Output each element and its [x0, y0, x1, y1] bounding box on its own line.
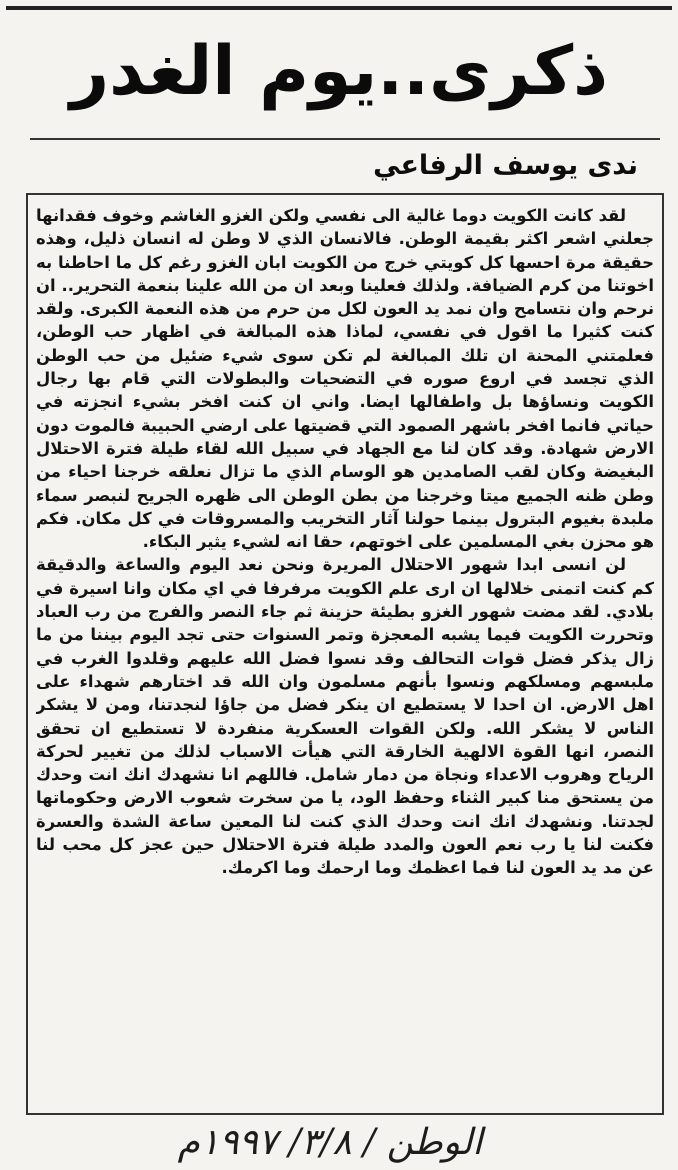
article-body	[36, 204, 654, 1109]
article-title: ذكرى..يوم الغدر	[69, 32, 609, 111]
column-top-rule	[26, 193, 664, 195]
paragraph-2: لن انسى ابدا شهور الاحتلال المريرة ونحن نعد اليوم والساعة والدقيقة كم كنت اتمنى خلالها ان ارى علم الكويت مرفرفا في اي مكان وانا اسيرة في بلادي. لقد مضت شهور الغزو بطيئة حزينة ثم جاء النصر والفرج من رب العباد وتحررت الكويت فيما يشبه المعجزة وتمر السنوات حتى تجد اليوم بيننا من ما زال يذكر فضل قوات التحالف وقد نسوا فضل الله عليهم وقلدوا الغرب في ملبسهم ومسلكهم ونسوا بأنهم مسلمون وان الله قد اختارهم شهداء على اهل الارض. ان احدا لا يستطيع ان ينكر فضل من جاؤا لنجدتنا، ومن لا يشكر الناس لا يشكر الله. ولكن القوات العسكرية منفردة لا تستطيع ان تحقق النصر، انها القوة الالهية الخارقة التي هيأت الاسباب لذلك من تغيير لحركة الرياح وهروب الاعداء ونجاة من دمار شامل. فاللهم انا نشهدك انك انت وحدك من يستحق منا كبير الثناء وحفظ الود، يا من سخرت شعوب الارض وحكوماتها لجدتنا. ونشهدك انك انت وحدك الذي كنت لنا المعين ساعة الشدة والعسرة فكنت لنا يا رب نعم العون والمدد طيلة فترة الاحتلال حين عجز كل محب لنا عن مد يد العون لنا فما اعظمك وما ارحمك وما اكرمك.	[36, 555, 654, 878]
author-byline: ندى يوسف الرفاعي	[373, 150, 638, 181]
paragraph-1: لقد كانت الكويت دوما غالية الى نفسي ولكن الغزو الغاشم وخوف فقدانها جعلني اشعر اكثر بقيمة الوطن. فالانسان الذي لا وطن له انسان ذليل، وهذه حقيقة مرة احسها كل كويتي خرج من الكويت ابان الغزو رغم كل ما احاطنا به اخوتنا من كرم الضيافة. ولذلك فعلينا وبعد ان من الله علينا بنعمة التحرير.. ان نرحم وان نتسامح وان نمد يد العون لكل من حرم من هذه النعمة الكبرى. ولقد كنت كثيرا ما اقول في نفسي، لماذا هذه المبالغة في اظهار حب الوطن، فعلمتني المحنة ان تلك المبالغة لم تكن سوى شيء ضئيل من حب الوطن الذي تجسد في اروع صوره في التضحيات والبطولات التي قام بها رجال الكويت ونساؤها بل واطفالها ايضا. واني ان كنت افخر بشيء انجزته في حياتي فانما افخر باشهر الصمود التي قضيتها على ارضي الحبيبة فالموت دون الارض شهادة. وقد كان لنا مع الجهاد في سبيل الله لقاء طيلة فترة الاحتلال البغيضة وكان لقب الصامدين هو الوسام الذي ما تزال نعلقه خرجنا احياء من وطن ظنه الجميع ميتا وخرجنا من بطن الوطن الى ظهره الجريح لنبصر سماء ملبدة بغيوم البترول بينما حولنا آثار التخريب والمسروقات في كل مكان. فكم هو محزن بغي المسلمين على اخوتهم، حقا انه لشيء يثير البكاء.	[36, 206, 654, 552]
column-left-border	[26, 193, 28, 1115]
column-bottom-rule	[26, 1113, 664, 1115]
handwritten-date-note: الوطن / ٣/٨/ ١٩٩٧م	[177, 1122, 483, 1163]
top-rule	[6, 6, 672, 10]
column-right-border	[662, 193, 664, 1115]
title-divider	[30, 138, 660, 140]
